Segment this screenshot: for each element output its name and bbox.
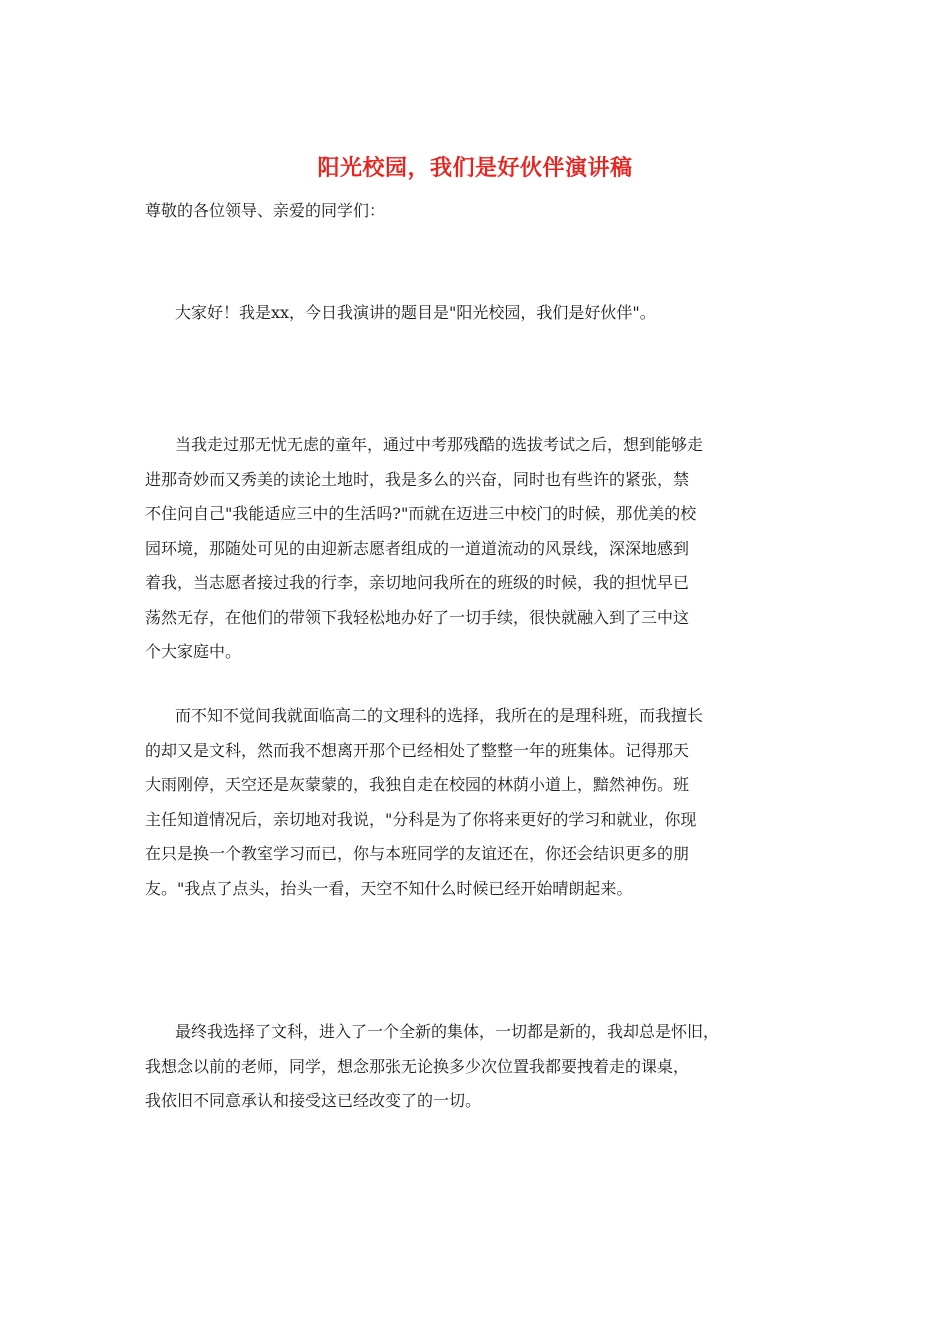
paragraph-line: 在只是换一个教室学习而已，你与本班同学的友谊还在，你还会结识更多的朋 [145,844,690,863]
paragraph-line: 大家好！我是xx，今日我演讲的题目是"阳光校园，我们是好伙伴"。 [175,303,656,322]
paragraph-line: 的却又是文科，然而我不想离开那个已经相处了整整一年的班集体。记得那天 [145,740,690,760]
paragraph-1 [145,296,835,331]
paragraph-line: 着我，当志愿者接过我的行李，亲切地问我所在的班级的时候，我的担忧早已 [145,573,690,592]
paragraph-line: 进那奇妙而又秀美的读论土地时，我是多么的兴奋，同时也有些许的紧张，禁 [145,469,690,489]
paragraph-line: 主任知道情况后，亲切地对我说，"分科是为了你将来更好的学习和就业，你现 [145,809,697,829]
paragraph-4 [145,1015,835,1119]
paragraph-line: 最终我选择了文科，进入了一个全新的集体，一切都是新的，我却总是怀旧， [175,1022,720,1041]
paragraph-line: 荡然无存，在他们的带领下我轻松地办好了一切手续，很快就融入到了三中这 [145,607,690,627]
paragraph-line: 我依旧不同意承认和接受这已经改变了的一切。 [145,1091,482,1110]
paragraph-line: 友。"我点了点头，抬头一看，天空不知什么时候已经开始晴朗起来。 [145,878,633,898]
paragraph-line: 个大家庭中。 [145,642,242,661]
paragraph-line: 当我走过那无忧无虑的童年，通过中考那残酷的选拔考试之后，想到能够走 [175,435,704,454]
paragraph-3 [145,699,835,906]
salutation: 尊敬的各位领导、亲爱的同学们： [145,201,386,220]
paragraph-2 [145,428,835,670]
document-title: 阳光校园，我们是好伙伴演讲稿 [317,155,633,181]
paragraph-line: 而不知不觉间我就面临高二的文理科的选择，我所在的是理科班，而我擅长 [175,706,704,725]
paragraph-line: 不住问自己"我能适应三中的生活吗?"而就在迈进三中校门的时候，那优美的校 [145,504,697,523]
paragraph-line: 大雨刚停，天空还是灰蒙蒙的，我独自走在校园的林荫小道上，黯然神伤。班 [145,775,690,794]
paragraph-line: 园环境，那随处可见的由迎新志愿者组成的一道道流动的风景线，深深地感到 [145,538,690,558]
paragraph-line: 我想念以前的老师，同学，想念那张无论换多少次位置我都要拽着走的课桌， [145,1056,690,1076]
